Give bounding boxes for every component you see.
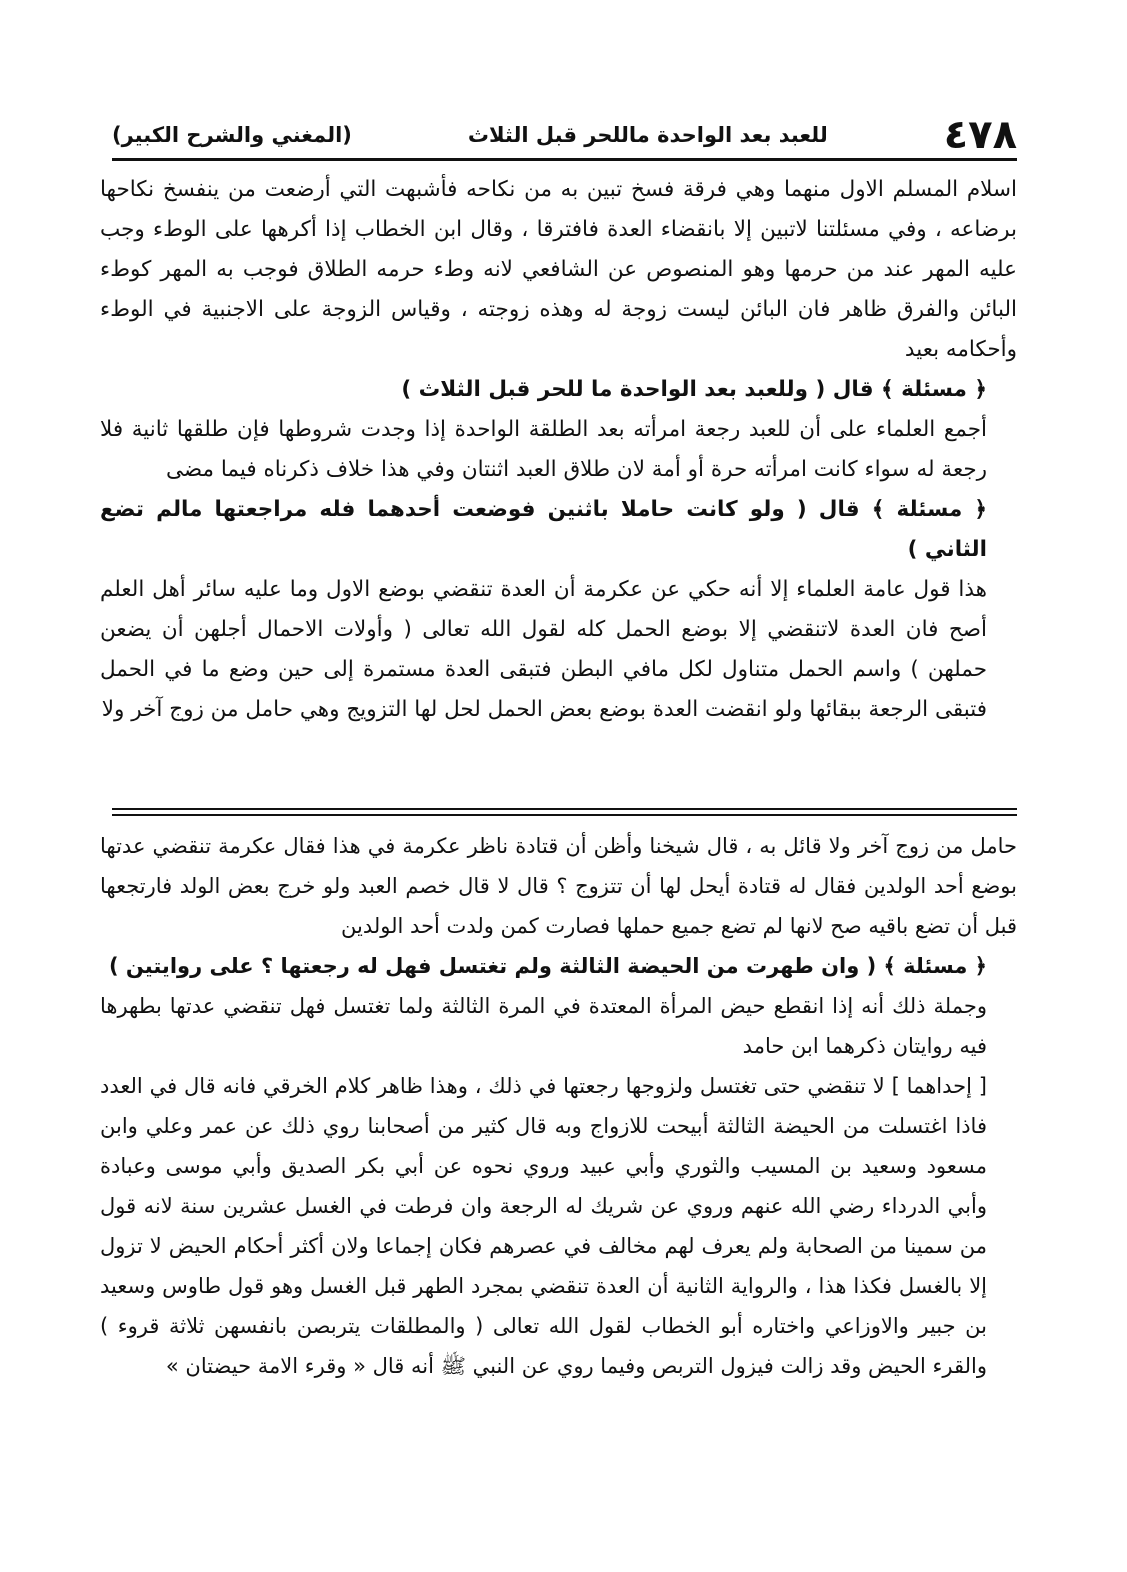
commentary-text bbox=[100, 826, 1017, 1386]
page-header bbox=[112, 112, 1017, 158]
masala-heading-2: ﴿ مسئلة ﴾ قال ( ولو كانت حاملا باثنين فوضعت أحدهما فله مراجعتها مالم تضع الثاني ) bbox=[100, 497, 987, 562]
commentary-paragraph-2: وجملة ذلك أنه إذا انقطع حيض المرأة المعتدة في المرة الثالثة ولما تغتسل فهل تنقضي عدتها بطهرها فيه روايتان ذكرهما ابن حامد bbox=[100, 994, 987, 1058]
masala-heading-1: ﴿ مسئلة ﴾ قال ( وللعبد بعد الواحدة ما للحر قبل الثلاث ) bbox=[401, 377, 987, 402]
section-title: للعبد بعد الواحدة ماللحر قبل الثلاث bbox=[467, 123, 828, 147]
section-divider bbox=[112, 808, 1017, 816]
masala-heading-3: ﴿ مسئلة ﴾ ( وان طهرت من الحيضة الثالثة ولم تغتسل فهل له رجعتها ؟ على روايتين ) bbox=[108, 954, 987, 978]
book-title: (المغني والشرح الكبير) bbox=[112, 123, 352, 147]
header-rule bbox=[112, 158, 1017, 161]
main-paragraph-1: اسلام المسلم الاول منهما وهي فرقة فسخ تبين به من نكاحه فأشبهت التي أرضعت من ينفسخ نكاحها برضاعه ، وفي مسئلتنا لاتبين إلا بانقضاء العدة فافترقا ، وقال ابن الخطاب إذا أكرهها على الوطء وجب عليه المهر عند من حرمها وهو المنصوص عن الشافعي لانه وطء حرمه الطلاق فوجب به المهر كوطء البائن والفرق ظاهر فان البائن ليست زوجة له وهذه زوجته ، وقياس الزوجة على الاجنبية في الوطء وأحكامه بعيد bbox=[100, 177, 1017, 362]
commentary-paragraph-3: [ إحداهما ] لا تنقضي حتى تغتسل ولزوجها رجعتها في ذلك ، وهذا ظاهر كلام الخرقي فانه قال في العدد فاذا اغتسلت من الحيضة الثالثة أبيحت للازواج وبه قال كثير من أصحابنا روي ذلك عن عمر وعلي وابن مسعود وسعيد بن المسيب والثوري وأبي عبيد وروي نحوه عن أبي بكر الصديق وأبي موسى وعبادة وأبي الدرداء رضي الله عنهم وروي عن شريك له الرجعة وان فرطت في الغسل عشرين سنة لانه قول من سمينا من الصحابة ولم يعرف لهم مخالف في عصرهم فكان إجماعا ولان أكثر أحكام الحيض لا تزول إلا بالغسل فكذا هذا ، والرواية الثانية أن العدة تنقضي بمجرد الطهر قبل الغسل وهو قول طاوس وسعيد بن جبير والاوزاعي واختاره أبو الخطاب لقول الله تعالى ( والمطلقات يتربصن بانفسهن ثلاثة قروء ) والقرء الحيض وقد زالت فيزول التربص وفيما روي عن النبي ﷺ أنه قال « وقرء الامة حيضتان » bbox=[100, 1074, 987, 1378]
page-number: ٤٧٨ bbox=[943, 112, 1017, 158]
main-text bbox=[100, 170, 1017, 730]
commentary-paragraph-1: حامل من زوج آخر ولا قائل به ، قال شيخنا وأظن أن قتادة ناظر عكرمة في هذا فقال عكرمة تنقضي عدتها بوضع أحد الولدين فقال له قتادة أيحل لها أن تتزوج ؟ قال لا قال خصم العبد ولو خرج بعض الولد فارتجعها قبل أن تضع باقيه صح لانها لم تضع جميع حملها فصارت كمن ولدت أحد الولدين bbox=[100, 834, 1017, 938]
main-paragraph-3: هذا قول عامة العلماء إلا أنه حكي عن عكرمة أن العدة تنقضي بوضع الاول وما عليه سائر أهل العلم أصح فان العدة لاتنقضي إلا بوضع الحمل كله لقول الله تعالى ( وأولات الاحمال أجلهن أن يضعن حملهن ) واسم الحمل متناول لكل مافي البطن فتبقى العدة مستمرة إلى حين وضع ما في الحمل فتبقى الرجعة ببقائها ولو انقضت العدة بوضع بعض الحمل لحل لها التزويج وهي حامل من زوج آخر ولا bbox=[100, 577, 987, 722]
main-paragraph-2: أجمع العلماء على أن للعبد رجعة امرأته بعد الطلقة الواحدة إذا وجدت شروطها فإن طلقها ثانية فلا رجعة له سواء كانت امرأته حرة أو أمة لان طلاق العبد اثنتان وفي هذا خلاف ذكرناه فيما مضى bbox=[100, 417, 987, 482]
